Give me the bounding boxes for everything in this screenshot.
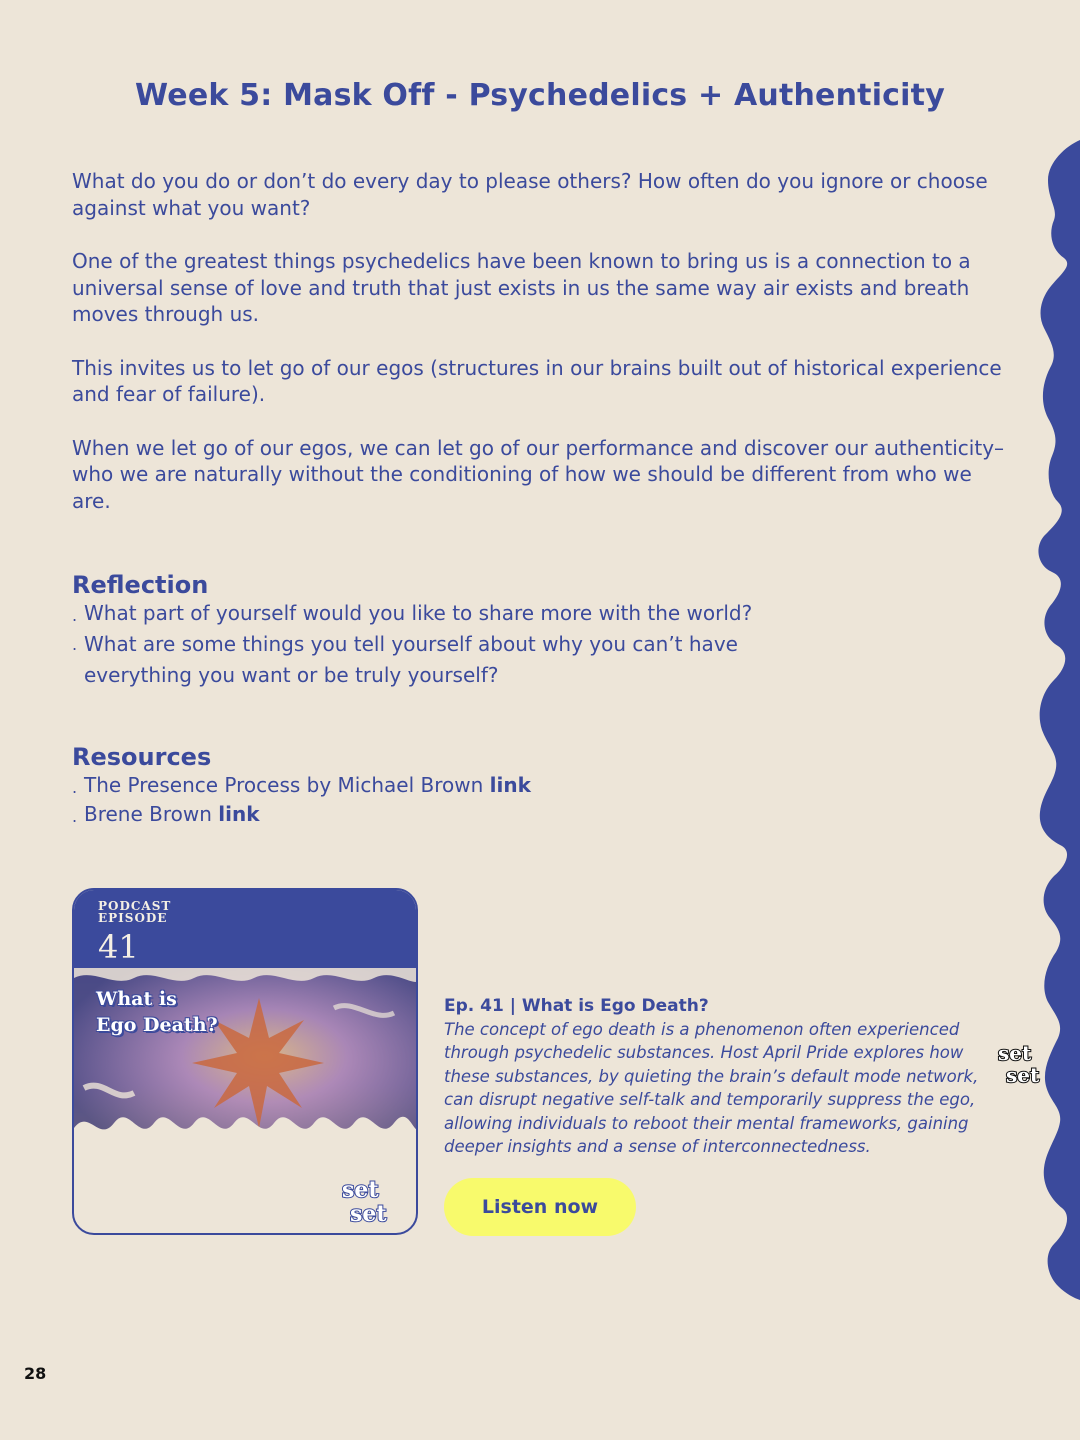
list-item [72, 600, 972, 629]
reflection-question: What are some things you tell yourself about why you can’t have everything you want or be truly yourself? [84, 632, 738, 687]
podcast-cover-card[interactable] [72, 888, 418, 1235]
reflection-section [72, 570, 972, 691]
listen-now-button[interactable]: Listen now [444, 1178, 636, 1236]
cover-title-line: What is [96, 988, 177, 1010]
episode-description: The concept of ego death is a phenomenon often experienced through psychedelic substances. Host April Pride explores how these substances, by quieting the brain’s default mode network, can disrupt negative self-talk and temporarily suppress the ego, allowing individuals to reboot their mental frameworks, gaining deeper insights and a sense of interconnectedness. [444, 1020, 979, 1157]
logo-text: set [998, 1041, 1032, 1065]
bullet-marker: . [72, 778, 78, 797]
page-title: Week 5: Mask Off - Psychedelics + Authenticity [135, 78, 945, 113]
cover-episode-title [96, 986, 218, 1038]
bullet-marker: . [72, 635, 78, 654]
decorative-wave-border [1018, 140, 1080, 1300]
episode-title: Ep. 41 | What is Ego Death? [444, 996, 709, 1016]
bullet-marker: . [72, 606, 78, 625]
intro-paragraph: When we let go of our egos, we can let go of our performance and discover our authenticity–who we are naturally without the conditioning of how we should be different from who we are. [72, 435, 1005, 513]
cover-label-line: PODCAST [98, 899, 172, 913]
logo-text: set [350, 1201, 387, 1227]
list-item [72, 772, 972, 801]
resource-title: The Presence Process by Michael Brown [84, 773, 490, 797]
page-number: 28 [24, 1364, 47, 1383]
intro-paragraph: What do you do or don’t do every day to please others? How often do you ignore or choose against what you want? [72, 169, 988, 220]
setset-footer-logo-icon [996, 1040, 1058, 1086]
cover-label-line: EPISODE [98, 911, 168, 925]
resources-heading: Resources [72, 743, 212, 771]
reflection-heading: Reflection [72, 571, 209, 599]
episode-info [444, 994, 984, 1158]
cover-episode-number: 41 [98, 928, 139, 966]
resource-title: Brene Brown [84, 802, 219, 826]
resource-link[interactable]: link [489, 773, 531, 797]
intro-paragraph: This invites us to let go of our egos (structures in our brains built out of historical experience and fear of failure). [72, 355, 1002, 406]
logo-text: set [1006, 1063, 1040, 1086]
intro-text [72, 168, 1012, 541]
list-item [72, 629, 972, 691]
resources-section [72, 742, 972, 830]
resource-link[interactable]: link [218, 802, 260, 826]
setset-logo-icon [338, 1175, 414, 1227]
cover-label [98, 900, 171, 924]
bullet-marker: . [72, 807, 78, 826]
cover-title-line: Ego Death? [96, 1014, 218, 1036]
list-item [72, 801, 972, 830]
logo-text: set [342, 1177, 379, 1203]
intro-paragraph: One of the greatest things psychedelics have been known to bring us is a connection to a universal sense of love and truth that just exists in us the same way air exists and breath moves through us. [72, 249, 971, 326]
reflection-question: What part of yourself would you like to share more with the world? [84, 601, 753, 625]
